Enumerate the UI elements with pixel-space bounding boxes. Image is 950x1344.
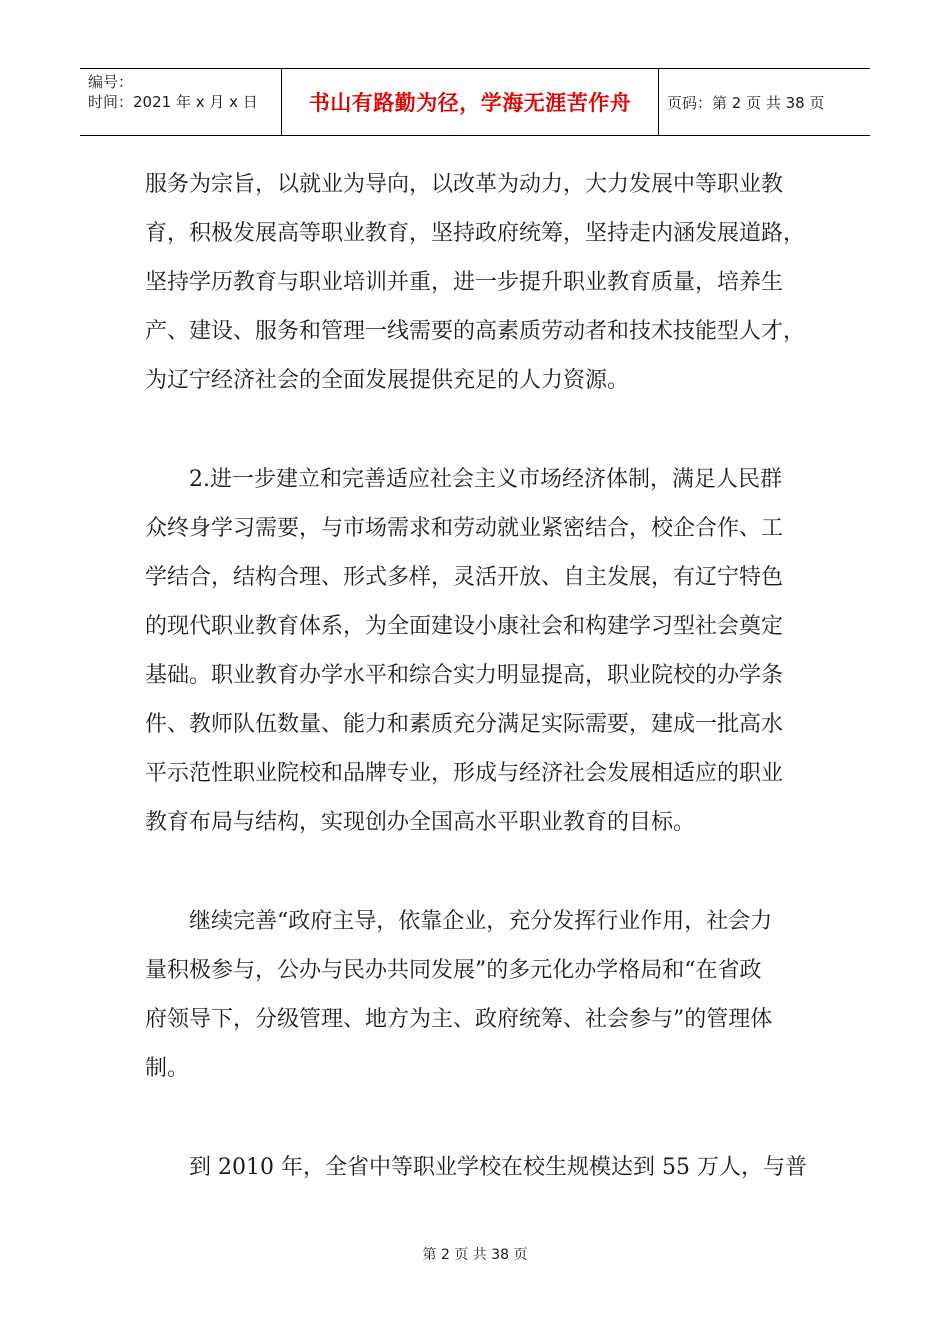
document-date: 时间：2021 年 x 月 x 日: [88, 93, 258, 111]
text-line: 继续完善“政府主导，依靠企业，充分发挥行业作用，社会力: [145, 909, 773, 934]
text-line: 学结合，结构合理、形式多样，灵活开放、自主发展，有辽宁特色: [145, 565, 784, 590]
paragraph-1: [145, 160, 810, 405]
text-line: 为辽宁经济社会的全面发展提供充足的人力资源。: [145, 368, 630, 393]
page-footer: 第 2 页 共 38 页: [422, 1247, 528, 1263]
text-line: 府领导下，分级管理、地方为主、政府统筹、社会参与”的管理体: [145, 1007, 773, 1032]
header-page-info: 页码：第 2 页 共 38 页: [667, 93, 825, 112]
header-meta: [80, 69, 282, 135]
text-line: 基础。职业教育办学水平和综合实力明显提高，职业院校的办学条: [145, 663, 784, 688]
text-line: 服务为宗旨，以就业为导向，以改革为动力，大力发展中等职业教: [145, 172, 784, 197]
text-line: 众终身学习需要，与市场需求和劳动就业紧密结合，校企合作、工: [145, 516, 784, 541]
paragraph-4: [145, 1143, 810, 1192]
text-line: 平示范性职业院校和品牌专业，形成与经济社会发展相适应的职业: [145, 761, 784, 786]
paragraph-2: [145, 455, 810, 847]
text-line: 产、建设、服务和管理一线需要的高素质劳动者和技术技能型人才，: [145, 319, 806, 344]
paragraph-3: [145, 897, 810, 1093]
header-motto: 书山有路勤为径，学海无涯苦作舟: [282, 69, 659, 135]
text-line: 坚持学历教育与职业培训并重，进一步提升职业教育质量，培养生: [145, 270, 784, 295]
text-line: 的现代职业教育体系，为全面建设小康社会和构建学习型社会奠定: [145, 614, 784, 639]
text-line: 到 2010 年，全省中等职业学校在校生规模达到 55 万人，与普: [145, 1155, 807, 1180]
text-line: 育，积极发展高等职业教育，坚持政府统筹，坚持走内涵发展道路，: [145, 221, 806, 246]
text-line: 制。: [145, 1056, 190, 1081]
text-line: 教育布局与结构，实现创办全国高水平职业教育的目标。: [145, 810, 696, 835]
document-header: [80, 68, 870, 136]
document-body: [145, 160, 810, 1192]
text-line: 2.进一步建立和完善适应社会主义市场经济体制，满足人民群: [145, 467, 782, 492]
text-line: 量积极参与，公办与民办共同发展”的多元化办学格局和“在省政: [145, 958, 762, 983]
document-number-label: 编号：: [88, 73, 134, 91]
text-line: 件、教师队伍数量、能力和素质充分满足实际需要，建成一批高水: [145, 712, 784, 737]
